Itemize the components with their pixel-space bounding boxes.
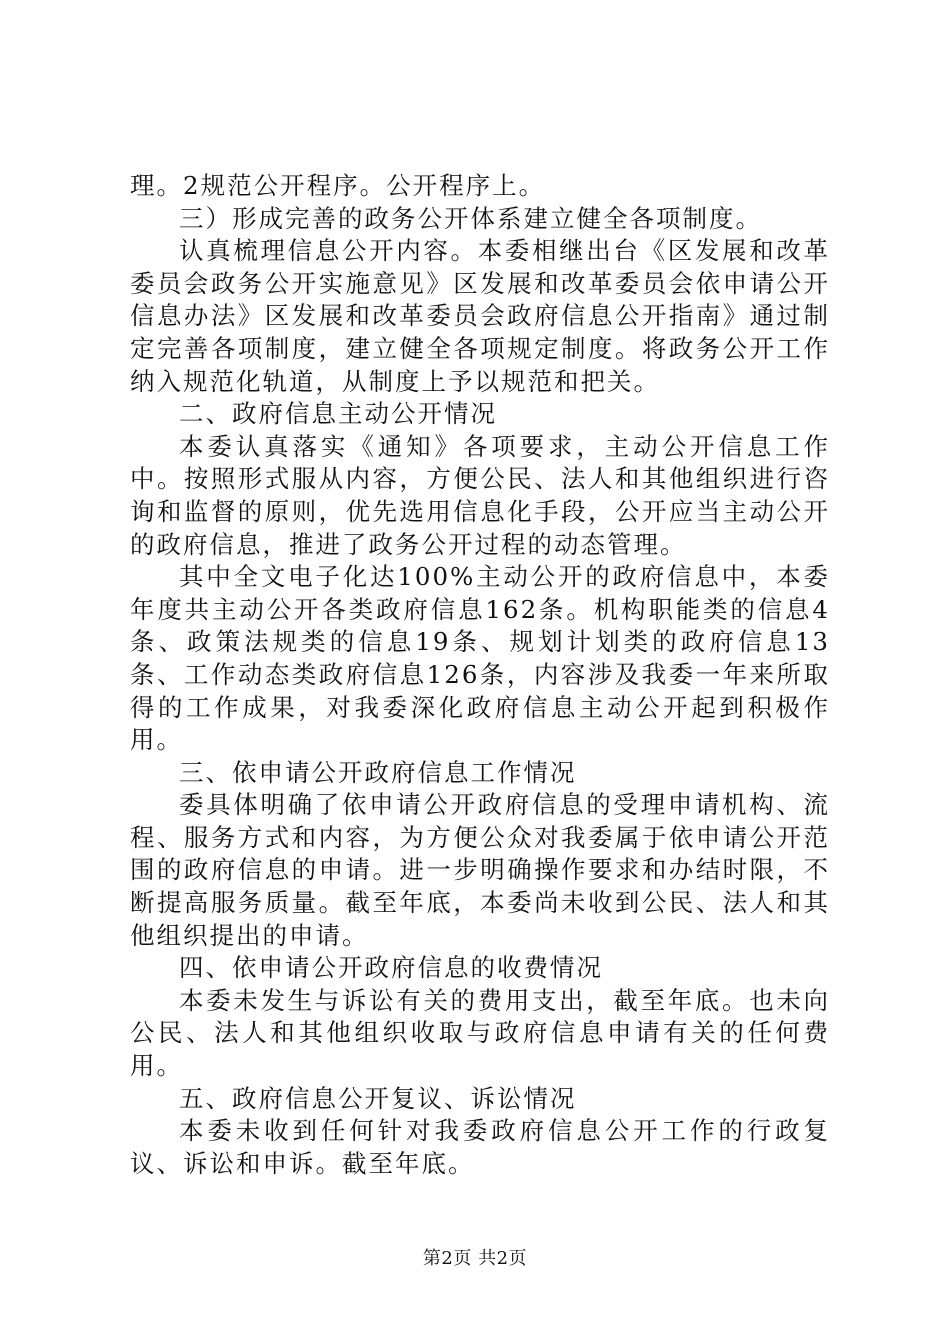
- paragraph-4: 其中全文电子化达100%主动公开的政府信息中，本委年度共主动公开各类政府信息162条。机构职能类的信息4条、政策法规类的信息19条、规划计划类的政府信息13条、工作动态类政府信息126条，内容涉及我委一年来所取得的工作成果，对我委深化政府信息主动公开起到积极作用。: [130, 562, 830, 755]
- section-heading-two: 二、政府信息主动公开情况: [179, 399, 497, 429]
- paragraph-6: 本委未发生与诉讼有关的费用支出，截至年底。也未向公民、法人和其他组织收取与政府信息申请有关的任何费用。: [130, 985, 830, 1081]
- section-heading-four: 四、依申请公开政府信息的收费情况: [179, 953, 603, 983]
- section-heading-five: 五、政府信息公开复议、诉讼情况: [179, 1083, 577, 1113]
- paragraph-7: 本委未收到任何针对我委政府信息公开工作的行政复议、诉讼和申诉。截至年底。: [130, 1116, 830, 1178]
- paragraph-5: 委具体明确了依申请公开政府信息的受理申请机构、流程、服务方式和内容，为方便公众对我委属于依申请公开范围的政府信息的申请。进一步明确操作要求和办结时限，不断提高服务质量。截至年底，本委尚未收到公民、法人和其他组织提出的申请。: [130, 790, 830, 950]
- section-heading-3: 三）形成完善的政务公开体系建立健全各项制度。: [179, 203, 762, 233]
- document-body: [130, 170, 830, 1180]
- page-footer: 第2页 共2页: [422, 1248, 528, 1269]
- section-heading-three: 三、依申请公开政府信息工作情况: [179, 757, 577, 787]
- paragraph-2: 认真梳理信息公开内容。本委相继出台《区发展和改革委员会政务公开实施意见》区发展和改革委员会依申请公开信息办法》区发展和改革委员会政府信息公开指南》通过制定完善各项制度，建立健全各项规定制度。将政务公开工作纳入规范化轨道，从制度上予以规范和把关。: [130, 236, 830, 396]
- paragraph-3: 本委认真落实《通知》各项要求，主动公开信息工作中。按照形式服从内容，方便公民、法人和其他组织进行咨询和监督的原则，优先选用信息化手段，公开应当主动公开的政府信息，推进了政务公开过程的动态管理。: [130, 431, 830, 559]
- paragraph-1: 理。2规范公开程序。公开程序上。: [130, 171, 546, 200]
